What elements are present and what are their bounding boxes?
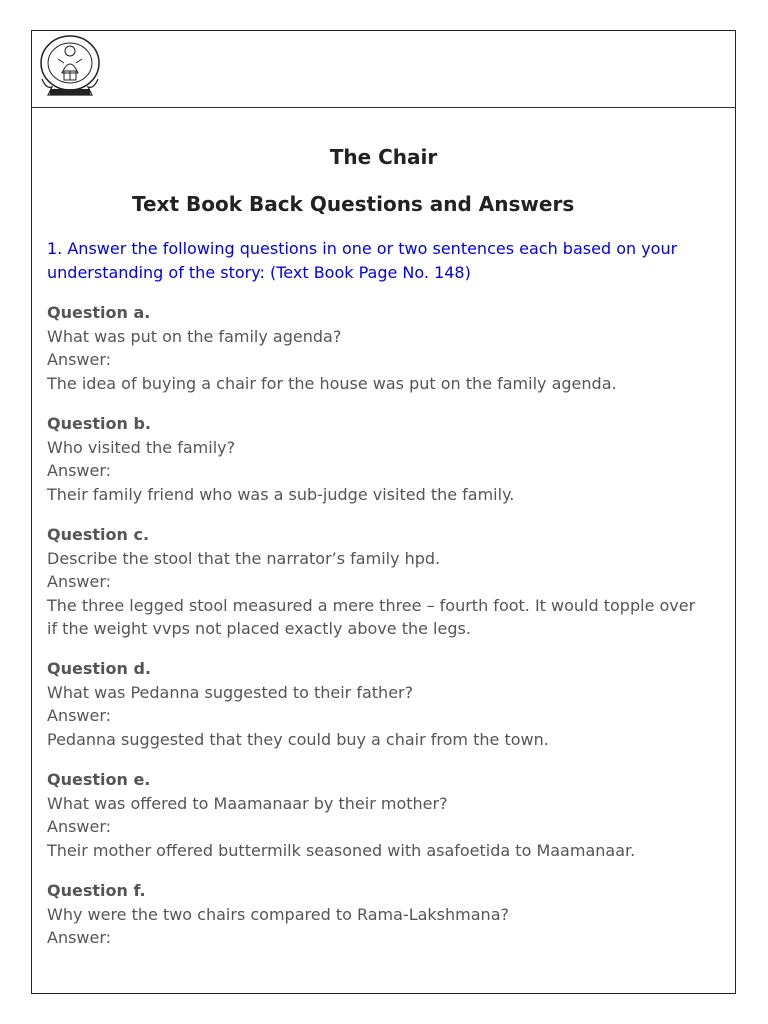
answer-label: Answer: — [47, 461, 112, 480]
question-label: Question e. — [47, 770, 151, 789]
instruction-text: 1. Answer the following questions in one or two sentences each based on your understanding of the story: (Text Book Page No. 148) — [47, 239, 678, 282]
answer-label: Answer: — [47, 706, 112, 725]
question-text: What was offered to Maamanaar by their mother? — [47, 793, 448, 813]
question-block-b — [47, 412, 727, 506]
answer-text: Pedanna suggested that they could buy a chair from the town. — [47, 729, 549, 749]
answer-text: Their family friend who was a sub-judge visited the family. — [47, 484, 515, 504]
question-text: What was put on the family agenda? — [47, 326, 342, 346]
question-block-e — [47, 768, 727, 862]
question-label: Question b. — [47, 414, 151, 433]
question-block-f — [47, 879, 727, 950]
question-label: Question a. — [47, 303, 151, 322]
document-page — [31, 30, 736, 994]
answer-text: Their mother offered buttermilk seasoned with asafoetida to Maamanaar. — [47, 840, 636, 860]
question-label: Question c. — [47, 525, 150, 544]
school-emblem-logo — [38, 33, 102, 99]
answer-label: Answer: — [47, 572, 112, 591]
question-block-c — [47, 523, 727, 641]
answer-label: Answer: — [47, 817, 112, 836]
question-text: What was Pedanna suggested to their father? — [47, 682, 414, 702]
question-text: Who visited the family? — [47, 437, 236, 457]
question-block-a — [47, 301, 727, 395]
page-header — [32, 31, 735, 108]
answer-text: if the weight vvps not placed exactly above the legs. — [47, 619, 471, 638]
question-block-d — [47, 657, 727, 751]
question-label: Question d. — [47, 659, 151, 678]
page-subtitle: Text Book Back Questions and Answers — [132, 192, 575, 216]
question-text: Why were the two chairs compared to Rama-Lakshmana? — [47, 904, 509, 924]
answer-label: Answer: — [47, 350, 112, 369]
page-title: The Chair — [329, 145, 438, 169]
question-text: Describe the stool that the narrator’s family hpd. — [47, 548, 441, 568]
question-label: Question f. — [47, 881, 146, 900]
answer-label: Answer: — [47, 928, 112, 947]
answer-text: The idea of buying a chair for the house was put on the family agenda. — [47, 373, 617, 393]
answer-text: The three legged stool measured a mere three – fourth foot. It would topple over — [47, 595, 696, 615]
